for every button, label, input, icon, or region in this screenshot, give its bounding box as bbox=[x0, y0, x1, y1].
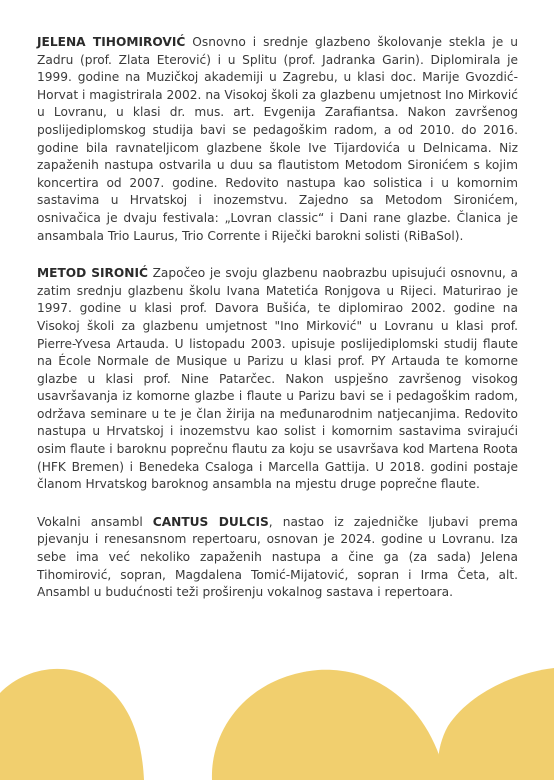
blob-left bbox=[0, 669, 144, 780]
bio-metod-sironic bbox=[37, 265, 518, 494]
bio-prefix: Vokalni ansambl bbox=[37, 514, 153, 529]
bio-body: Započeo je svoju glazbenu naobrazbu upisujući osnovnu, a zatim srednju glazbenu školu Ivana Matetića Ronjgova u Rijeci. Maturirao je 1997. godine u klasi prof. Davora Bušića, te diplomirao 2002. godine na Visokoj školi za glazbenu umjetnost "Ino Mirković" u Lovranu u klasi prof. Pierre-Yvesa Artauda. U listopadu 2003. upisuje poslijediplomski studij flaute na École Normale de Musique u Parizu u klasi prof. PY Artauda te komorne glazbe u klasi prof. Nine Patarčec. Nakon uspješno završenog visokog usavršavanja iz komorne glazbe i flaute u Parizu bavi se i pedagoškim radom, održava seminare u te je član žirija na međunarodnim natjecanjima. Redovito nastupa u Hrvatskoj i inozemstvu kao solist i komornim sastavima svirajući osim flaute i baroknu poprečnu flautu za koju se usavršava kod Martena Roota (HFK Bremen) i Benedeka Csaloga i Marcella Gattija. U 2018. godini postaje članom Hrvatskog baroknog ansambla na mjestu druge poprečne flaute. bbox=[37, 266, 518, 492]
bio-text bbox=[37, 34, 518, 602]
bio-body: , nastao iz zajedničke ljubavi prema pjevanju i renesansnom repertoaru, osnovan je 2024. godine u Lovranu. Iza sebe ima već nekoliko zapaženih nastupa a čine ga (za sada) Jelena Tihomirović, sopran, Magdalena Tomić-Mijatović, sopran i Irma Četa, alt. Ansambl u budućnosti teži proširenju vokalnog sastava i repertoara. bbox=[37, 514, 518, 600]
bio-body: Osnovno i srednje glazbeno školovanje stekla je u Zadru (prof. Zlata Eterović) i u Splitu (prof. Jadranka Garin). Diplomirala je 1999. godine na Muzičkoj akademiji u Zagrebu, u klasi doc. Marije Gvozdić-Horvat i magistrirala 2002. na Visokoj školi za glazbenu umjetnost Ino Mirković u Lovranu, u klasi dr. mus. art. Evgenija Zarafiantsa. Nakon završenog poslijediplomskog studija bavi se pedagoškim radom, a od 2010. do 2016. godine bila ravnateljicom glazbene škole Ive Tijardovića u Delnicama. Niz zapaženih nastupa ostvarila u duu sa flautistom Metodom Sironićem s kojim koncertira od 2007. godine. Redovito nastupa kao solistica i u komornim sastavima u Hrvatskoj i inozemstvu. Zajedno sa Metodom Sironićem, osnivačica je dvaju festivala: „Lovran classic“ i Dani rane glazbe. Članica je ansambala Trio Laurus, Trio Corrente i Riječki barokni solisti (RiBaSol). bbox=[37, 35, 518, 243]
blob-center bbox=[212, 670, 446, 780]
bio-cantus-dulcis bbox=[37, 514, 518, 602]
bio-name: CANTUS DULCIS bbox=[152, 514, 269, 529]
bio-jelena-tihomirovic bbox=[37, 34, 518, 245]
blob-right bbox=[438, 668, 554, 780]
bio-name: JELENA TIHOMIROVIĆ bbox=[37, 35, 186, 49]
bio-name: METOD SIRONIĆ bbox=[37, 266, 148, 281]
